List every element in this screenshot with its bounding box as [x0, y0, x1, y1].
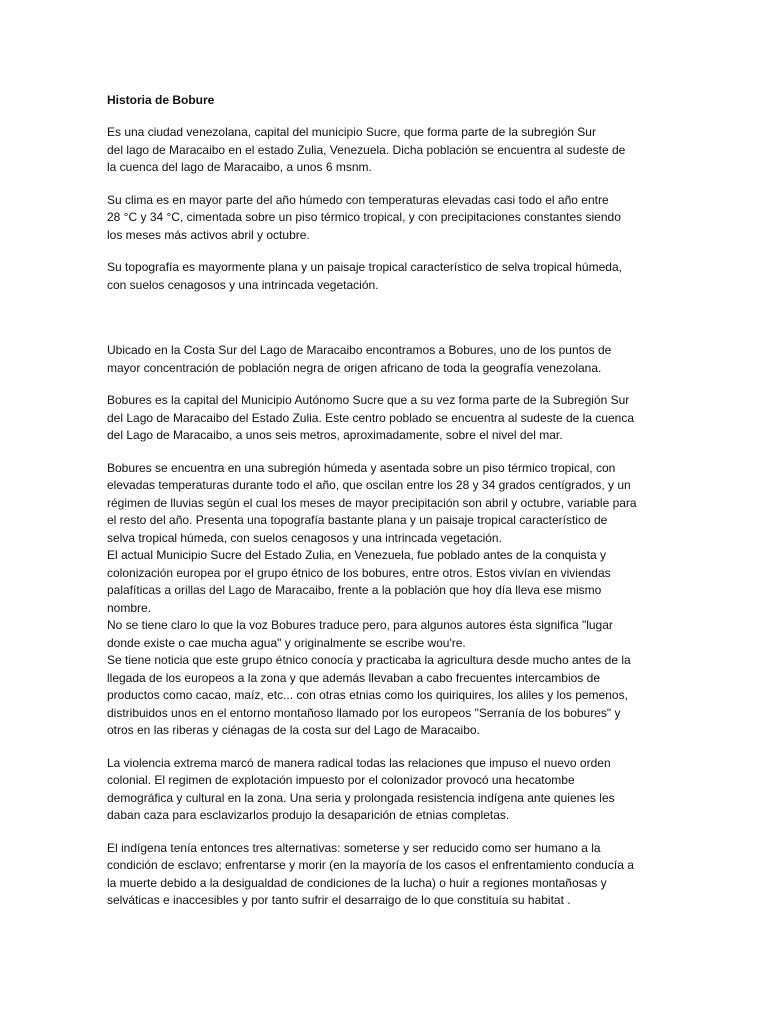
paragraph [107, 755, 667, 825]
paragraph-line: la muerte debido a la desigualdad de condiciones de la lucha) o huir a regiones montañosas y [107, 875, 607, 890]
paragraph-line: condición de esclavo; enfrentarse y morir (en la mayoría de los casos el enfrentamiento conducía a [107, 858, 634, 872]
paragraph-line: del Lago de Maracaibo del Estado Zulia. Este centro poblado se encuentra al sudeste de la cuenca [107, 410, 635, 425]
paragraph-line: el resto del año. Presenta una topografía bastante plana y un paisaje tropical característico de [107, 513, 608, 527]
paragraph [107, 840, 667, 910]
paragraph [107, 124, 667, 177]
paragraph-line: distribuidos unos en el entorno montañoso llamado por los europeos "Serranía de los bobures" y [107, 705, 621, 720]
paragraph-line: El actual Municipio Sucre del Estado Zulia, en Venezuela, fue poblado antes de la conquista y [107, 548, 606, 562]
paragraph-line: mayor concentración de población negra de origen africano de toda la geografía venezolana. [107, 360, 602, 375]
paragraph-line: daban caza para esclavizarlos produjo la desaparición de etnias completas. [107, 808, 510, 822]
paragraph-line: donde existe o cae mucha agua" y originalmente se escribe wou're. [107, 635, 466, 650]
paragraph-line: Su clima es en mayor parte del año húmedo con temperaturas elevadas casi todo el año entre [107, 192, 609, 207]
paragraph-line: demográfica y cultural en la zona. Una seria y prolongada resistencia indígena ante quienes les [107, 790, 615, 805]
paragraph-line: del lago de Maracaibo en el estado Zulia, Venezuela. Dicha población se encuentra al sudeste de [107, 142, 626, 157]
paragraph-line: colonización europea por el grupo étnico de los bobures, entre otros. Estos vivían en viviendas [107, 565, 611, 580]
paragraph [107, 342, 667, 377]
paragraph [107, 192, 667, 245]
paragraph [107, 392, 667, 445]
paragraph-line: llegada de los europeos a la zona y que además llevaban a cabo frecuentes intercambios de [107, 670, 600, 685]
paragraph-spacer [107, 294, 667, 342]
paragraph-line: No se tiene claro lo que la voz Bobures traduce pero, para algunos autores ésta significa "lugar [107, 618, 613, 632]
paragraph-line: Es una ciudad venezolana, capital del municipio Sucre, que forma parte de la subregión Sur [107, 125, 596, 139]
paragraph-spacer [107, 177, 667, 192]
paragraph-spacer [107, 825, 667, 840]
paragraph-line: La violencia extrema marcó de manera radical todas las relaciones que impuso el nuevo orden [107, 755, 611, 770]
paragraph-line: del Lago de Maracaibo, a unos seis metros, aproximadamente, sobre el nivel del mar. [107, 428, 563, 442]
paragraph [107, 460, 667, 740]
paragraph-line: 28 °C y 34 °C, cimentada sobre un piso térmico tropical, y con precipitaciones constantes siendo [107, 210, 621, 224]
paragraph-line: elevadas temperaturas durante todo el año, que oscilan entre los 28 y 34 grados centígrados, y un [107, 478, 631, 492]
paragraph-line: Ubicado en la Costa Sur del Lago de Maracaibo encontramos a Bobures, uno de los puntos de [107, 343, 612, 357]
paragraph-line: la cuenca del lago de Maracaibo, a unos 6 msnm. [107, 160, 372, 174]
paragraph-line: régimen de lluvias según el cual los meses de mayor precipitación son abril y octubre, variable para [107, 495, 637, 510]
paragraph-line: colonial. El regimen de explotación impuesto por el colonizador provocó una hecatombe [107, 773, 575, 787]
paragraph-line: El indígena tenía entonces tres alternativas: someterse y ser reducido como ser humano a la [107, 840, 601, 855]
paragraph-line: otros en las riberas y ciénagas de la costa sur del Lago de Maracaibo. [107, 723, 480, 737]
paragraph-line: Bobures es la capital del Municipio Autónomo Sucre que a su vez forma parte de la Subregión Sur [107, 393, 630, 407]
paragraph-line: selváticas e inaccesibles y por tanto sufrir el desarraigo de lo que constituía su habitat . [107, 893, 571, 907]
paragraph-spacer [107, 740, 667, 755]
paragraph-line: los meses más activos abril y octubre. [107, 227, 310, 242]
document-body [107, 124, 667, 910]
paragraph-line: Su topografía es mayormente plana y un paisaje tropical característico de selva tropical húmeda, [107, 260, 622, 274]
paragraph-line: selva tropical húmeda, con suelos cenagosos y una intrincada vegetación. [107, 530, 502, 545]
paragraph-spacer [107, 445, 667, 460]
paragraph-spacer [107, 244, 667, 259]
paragraph-line: Se tiene noticia que este grupo étnico conocía y practicaba la agricultura desde mucho antes de la [107, 653, 631, 667]
paragraph-line: productos como cacao, maíz, etc... con otras etnias como los quiriquires, los aliles y los pemenos, [107, 688, 628, 702]
paragraph-line: palafíticas a orillas del Lago de Maracaibo, frente a la población que hoy día lleva ese mismo [107, 583, 602, 597]
document-page [107, 91, 667, 910]
paragraph-line: nombre. [107, 600, 152, 615]
paragraph-line: con suelos cenagosos y una intrincada vegetación. [107, 277, 379, 292]
paragraph-line: Bobures se encuentra en una subregión húmeda y asentada sobre un piso térmico tropical, con [107, 460, 616, 475]
paragraph-spacer [107, 377, 667, 392]
document-title: Historia de Bobure [107, 93, 215, 107]
paragraph [107, 259, 667, 294]
